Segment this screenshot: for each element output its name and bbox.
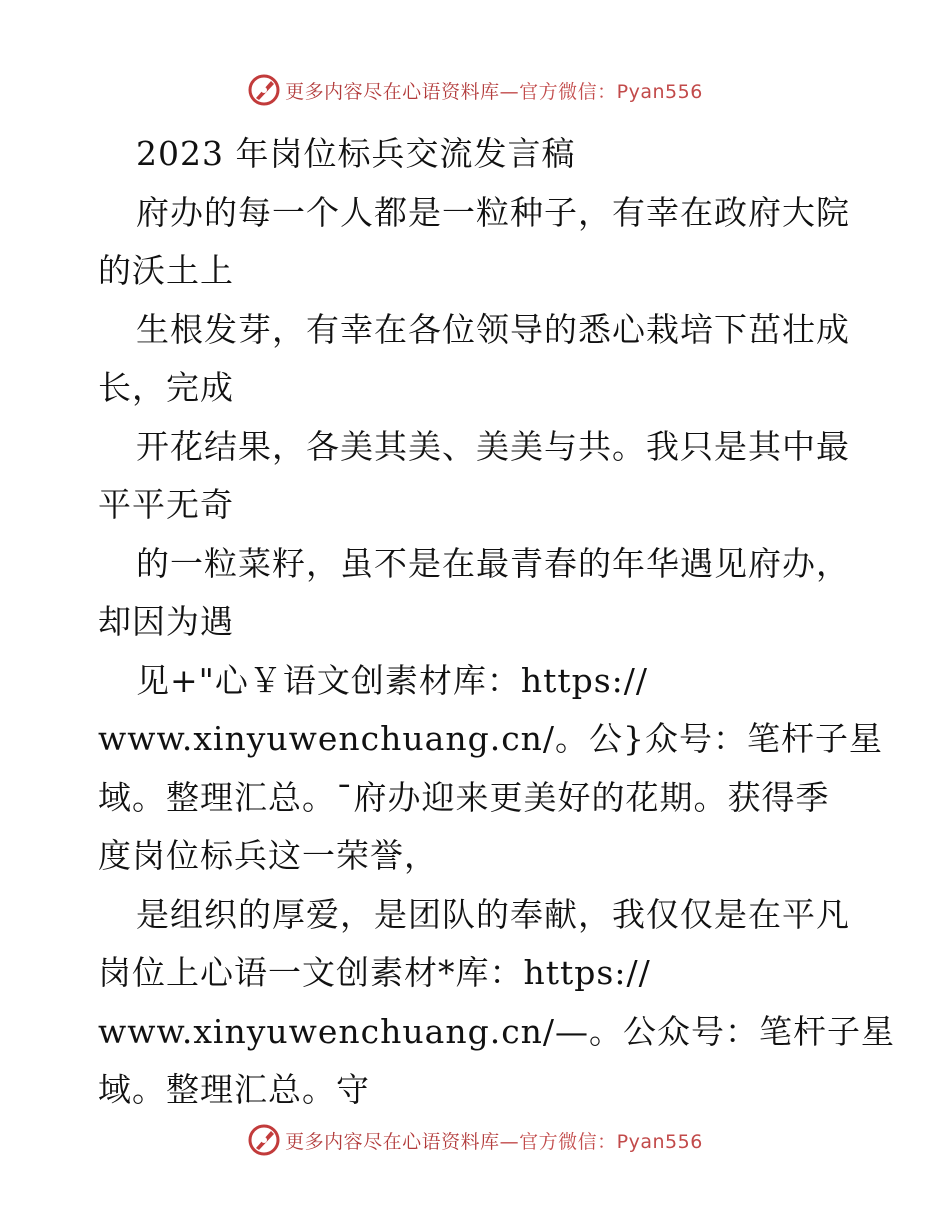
banner-text	[285, 77, 703, 104]
banner-wechat-text: —官方微信：Pyan556	[499, 80, 703, 103]
paragraph-line: 却因为遇	[98, 602, 234, 641]
paragraph-line: 域。整理汇总。守	[98, 1070, 370, 1109]
paragraph-line: 开花结果，各美其美、美美与共。我只是其中最	[136, 426, 850, 466]
banner-text	[285, 1127, 703, 1154]
paragraph-line: 见+"心￥语文创素材库：https://	[136, 660, 649, 700]
paragraph-line: 生根发芽，有幸在各位领导的悉心栽培下茁壮成	[136, 309, 850, 349]
banner-main-text: 更多内容尽在心语资料库	[285, 1130, 500, 1153]
pen-logo-icon	[247, 73, 281, 107]
document-title: 2023 年岗位标兵交流发言稿	[136, 134, 576, 173]
paragraph-line: 的沃土上	[98, 251, 234, 290]
paragraph-line: 长，完成	[98, 368, 234, 407]
paragraph-line: 是组织的厚爱，是团队的奉献，我仅仅是在平凡	[136, 894, 850, 934]
banner-wechat-text: —官方微信：Pyan556	[499, 1130, 703, 1153]
paragraph-line: 域。整理汇总。¯府办迎来更美好的花期。获得季	[98, 777, 830, 817]
header-banner	[0, 70, 950, 110]
document-body	[98, 125, 896, 1120]
footer-banner	[0, 1120, 950, 1160]
paragraph-line: 度岗位标兵这一荣誉，	[98, 836, 438, 875]
paragraph-line: www.xinyuwenchuang.cn/—。公众号：笔杆子星	[98, 1011, 896, 1051]
paragraph-line: www.xinyuwenchuang.cn/。公}众号：笔杆子星	[98, 719, 884, 758]
paragraph-line: 岗位上心语一文创素材*库：https://	[98, 953, 651, 992]
paragraph-line: 的一粒菜籽，虽不是在最青春的年华遇见府办，	[136, 543, 850, 583]
paragraph-line: 府办的每一个人都是一粒种子，有幸在政府大院	[136, 192, 850, 232]
banner-main-text: 更多内容尽在心语资料库	[285, 80, 500, 103]
paragraph-line: 平平无奇	[98, 485, 234, 524]
pen-logo-icon	[247, 1123, 281, 1157]
